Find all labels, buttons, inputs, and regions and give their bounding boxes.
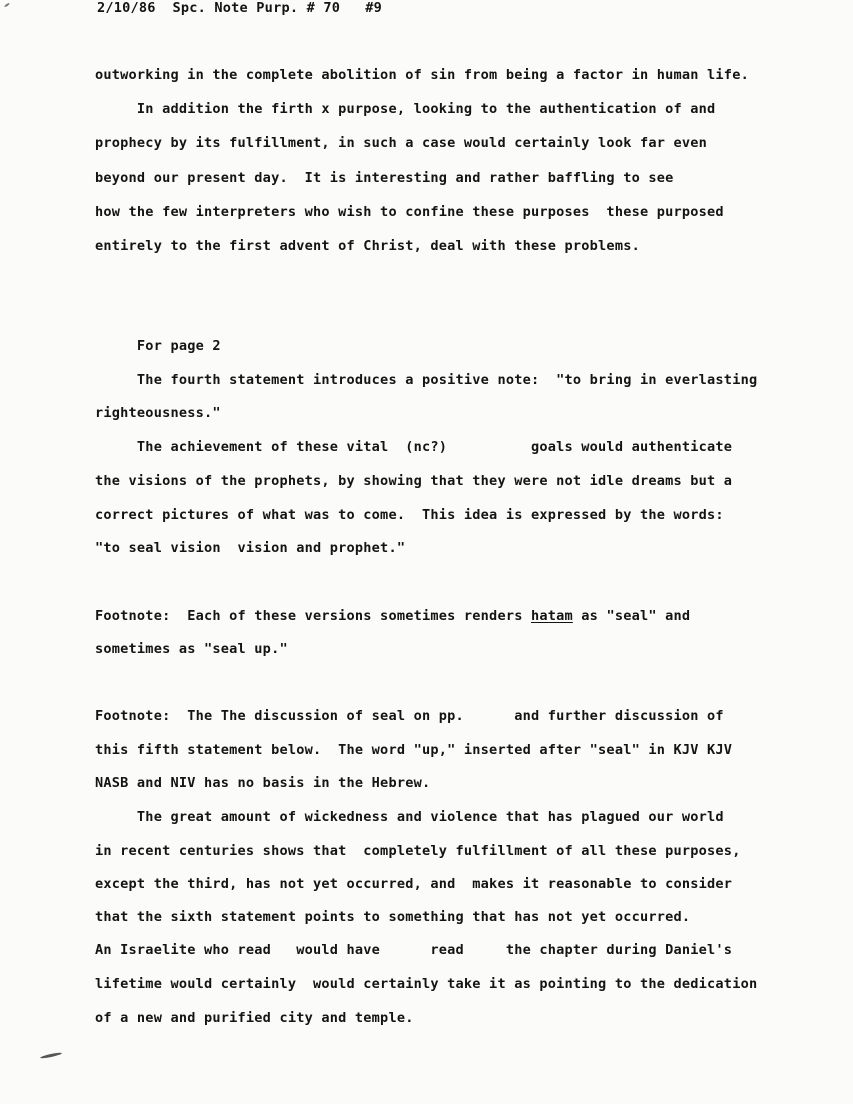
section-label: For page 2 xyxy=(95,338,221,354)
text-line-11: correct pictures of what was to come. This idea is expressed by the words: xyxy=(95,507,724,523)
text-line-17: An Israelite who read would have read the chapter during Daniel's xyxy=(95,942,733,958)
footnote-2-line-1: Footnote: The The discussion of seal on pp. and further discussion of xyxy=(95,708,724,724)
text-line-3: prophecy by its fulfillment, in such a case would certainly look far even xyxy=(95,135,708,151)
footnote-1-line-2: sometimes as "seal up." xyxy=(95,641,288,657)
text-line-13: The great amount of wickedness and violence that has plagued our world xyxy=(95,809,724,825)
text-line-16: that the sixth statement points to something that has not yet occurred. xyxy=(95,909,691,925)
text-line-6: entirely to the first advent of Christ, deal with these problems. xyxy=(95,238,640,254)
text-line-5: how the few interpreters who wish to confine these purposes these purposed xyxy=(95,204,724,220)
text-line-19: of a new and purified city and temple. xyxy=(95,1010,414,1026)
hebrew-term-hatam: hatam xyxy=(530,608,573,624)
text-line-1: outworking in the complete abolition of sin from being a factor in human life. xyxy=(95,67,749,83)
footnote-2-line-2: this fifth statement below. The word "up," inserted after "seal" in KJV KJV xyxy=(95,742,733,758)
text-line-18: lifetime would certainly would certainly take it as pointing to the dedication xyxy=(95,976,758,992)
text-line-4: beyond our present day. It is interesting and rather baffling to see xyxy=(95,170,674,186)
page-header: 2/10/86 Spc. Note Purp. # 70 #9 xyxy=(97,0,383,16)
footnote-1-text: Footnote: Each of these versions sometimes renders xyxy=(95,608,531,624)
footnote-2-line-3: NASB and NIV has no basis in the Hebrew. xyxy=(95,775,431,791)
footnote-1-line-1 xyxy=(95,608,690,624)
text-line-2: In addition the firth x purpose, looking to the authentication of and xyxy=(95,101,716,117)
scan-mark xyxy=(4,2,10,7)
text-line-10: the visions of the prophets, by showing that they were not idle dreams but a xyxy=(95,473,733,489)
text-line-12: "to seal vision vision and prophet." xyxy=(95,540,406,556)
text-line-7: The fourth statement introduces a positive note: "to bring in everlasting xyxy=(95,372,758,388)
text-line-8: righteousness." xyxy=(95,405,221,421)
text-line-15: except the third, has not yet occurred, and makes it reasonable to consider xyxy=(95,876,733,892)
text-line-14: in recent centuries shows that completely fulfillment of all these purposes, xyxy=(95,843,741,859)
text-line-9: The achievement of these vital (nc?) goals would authenticate xyxy=(95,439,733,455)
footnote-1-text-end: as "seal" and xyxy=(572,608,691,624)
scan-mark xyxy=(40,1052,62,1060)
